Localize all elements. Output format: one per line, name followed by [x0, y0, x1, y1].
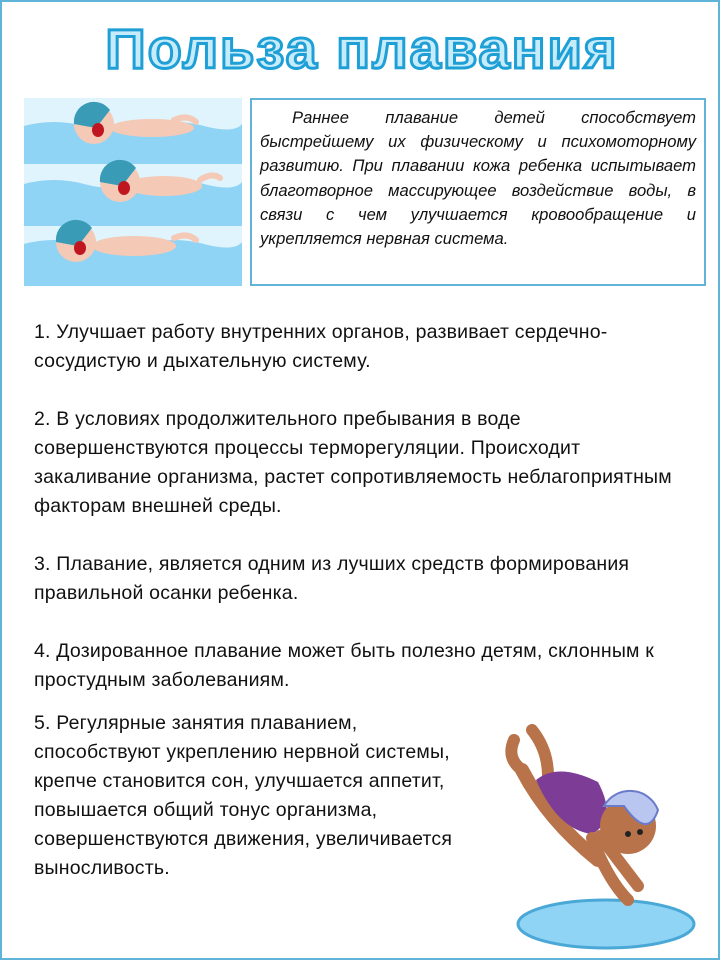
benefit-item: 2. В условиях продолжительного пребывания в воде совершенствуются процессы терморегуляции. Происходит закаливание организма, растет сопротивляемость неблагоприятным факторам внешней среды.: [34, 408, 672, 517]
benefit-item: 4. Дозированное плавание может быть полезно детям, склонным к простудным заболеваниям.: [34, 640, 654, 691]
title-banner: [2, 2, 720, 92]
benefit-item: 3. Плавание, является одним из лучших средств формирования правильной осанки ребенка.: [34, 553, 630, 604]
diver-illustration: [488, 710, 698, 950]
benefit-item: 5. Регулярные занятия плаванием, способствуют укреплению нервной системы, крепче становится сон, улучшается аппетит, повышается общий тонус организма, совершенствуются движения, увеличивается выносливость.: [34, 712, 453, 879]
page-title: Польза плавания: [105, 17, 619, 80]
benefit-item: 1. Улучшает работу внутренних органов, развивает сердечно-сосудистую и дыхательную систему.: [34, 321, 608, 372]
intro-box: [250, 98, 706, 286]
swimmers-illustration: [24, 98, 242, 286]
benefits-list: [34, 318, 674, 724]
intro-text: Раннее плавание детей способствует быстрейшему их физическому и психомоторному развитию. При плавании кожа ребенка испытывает благотворное массирующее воздействие воды, в связи с чем улучшается кровообращение и укрепляется нервная система.: [260, 108, 696, 249]
